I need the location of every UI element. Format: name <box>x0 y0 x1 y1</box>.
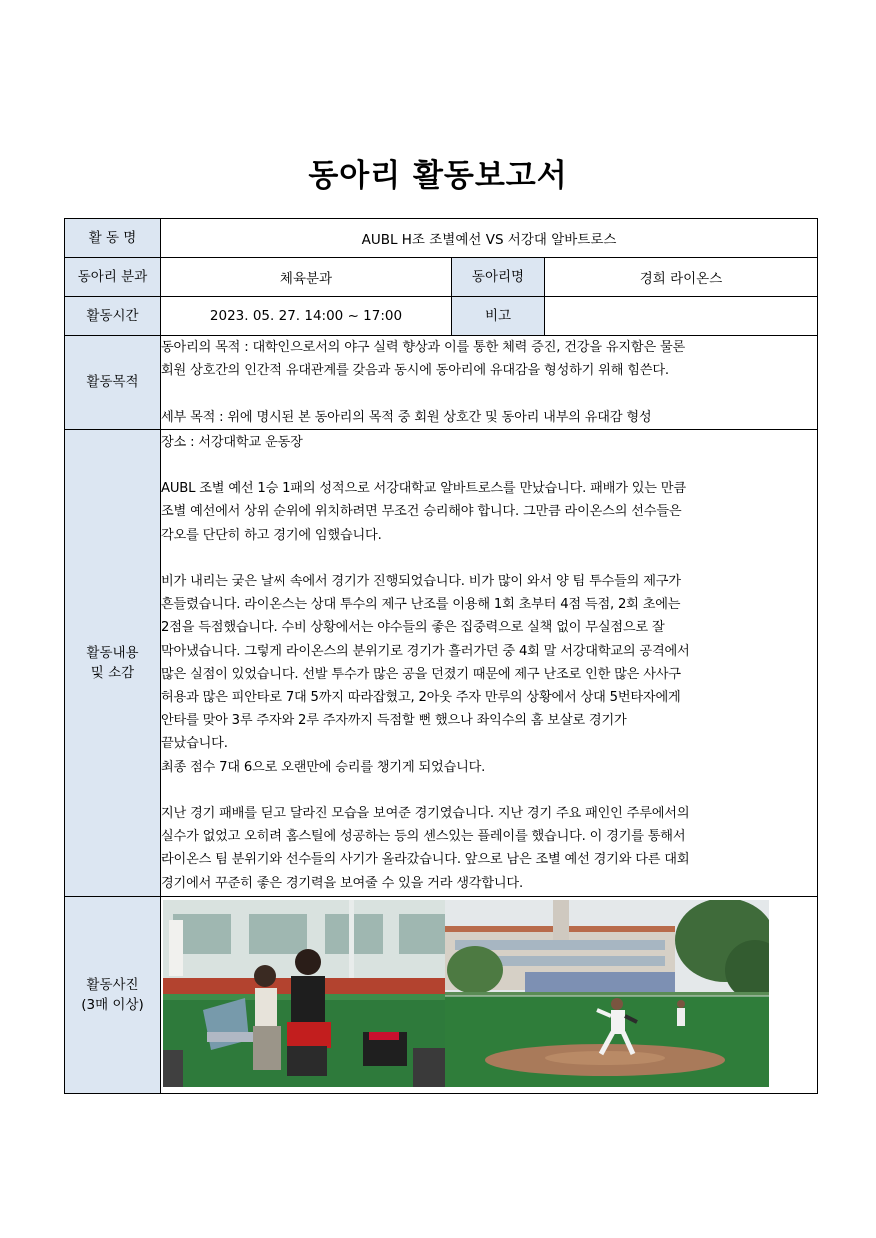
activity-name-label: 활 동 명 <box>65 219 161 258</box>
club-name-value: 경희 라이온스 <box>545 258 818 297</box>
content-line: AUBL 조별 예선 1승 1패의 성적으로 서강대학교 알바트로스를 만났습니다. 패배가 있는 만큼 <box>161 481 686 497</box>
row-purpose <box>65 336 818 430</box>
content-line: 실수가 없었고 오히려 홈스틸에 성공하는 등의 센스있는 플레이를 했습니다. 이 경기를 통해서 <box>161 829 686 845</box>
content-line: 지난 경기 패배를 딛고 달라진 모습을 보여준 경기였습니다. 지난 경기 주요 패인인 주루에서의 <box>161 805 690 821</box>
photo-pitcher <box>445 900 769 1087</box>
content-line: 막아냈습니다. 그렇게 라이온스의 분위기로 경기가 흘러가던 중 4회 말 서강대학교의 공격에서 <box>161 643 690 659</box>
content-text <box>161 429 818 896</box>
row-activity-time <box>65 297 818 336</box>
report-title: 동아리 활동보고서 <box>308 158 568 194</box>
photos-label-line: (3매 이상) <box>81 996 144 1013</box>
content-line: 안타를 맞아 3루 주자와 2루 주자까지 득점할 뻔 했으나 좌익수의 홈 보살로 경기가 <box>161 713 627 729</box>
location-text: 장소 : 서강대학교 운동장 <box>161 434 303 450</box>
content-line: 라이온스 팀 분위기와 선수들의 사기가 올라갔습니다. 앞으로 남은 조별 예선 경기와 다른 대회 <box>161 852 690 868</box>
content-line: 각오를 단단히 하고 경기에 임했습니다. <box>161 527 382 543</box>
activity-name-value: AUBL H조 조별예선 VS 서강대 알바트로스 <box>161 219 818 258</box>
activity-time-value: 2023. 05. 27. 14:00 ~ 17:00 <box>161 297 452 336</box>
content-line: 허용과 많은 피안타로 7대 5까지 따라잡혔고, 2아웃 주자 만루의 상황에서 상대 5번타자에게 <box>161 689 681 705</box>
content-label <box>65 429 161 896</box>
content-line: 경기에서 꾸준히 좋은 경기력을 보여줄 수 있을 거라 생각합니다. <box>161 875 523 891</box>
photos-label <box>65 896 161 1093</box>
content-line: 2점을 득점했습니다. 수비 상황에서는 야수들의 좋은 집중력으로 실책 없이 무실점으로 잘 <box>161 620 665 636</box>
club-division-value: 체육분과 <box>161 258 452 297</box>
purpose-text <box>161 336 818 430</box>
activity-time-label: 활동시간 <box>65 297 161 336</box>
remarks-label: 비고 <box>452 297 545 336</box>
photos-cell <box>161 896 818 1093</box>
photo-sideline <box>163 900 445 1087</box>
content-line: 끝났습니다. <box>161 736 228 752</box>
purpose-line: 회원 상호간의 인간적 유대관계를 갖음과 동시에 동아리에 유대감을 형성하기 위해 힘쓴다. <box>161 363 669 379</box>
row-content <box>65 429 818 896</box>
row-photos <box>65 896 818 1093</box>
remarks-value <box>545 297 818 336</box>
content-line: 흔들렸습니다. 라이온스는 상대 투수의 제구 난조를 이용해 1회 초부터 4점 득점, 2회 초에는 <box>161 597 681 613</box>
content-line: 조별 예선에서 상위 순위에 위치하려면 무조건 승리해야 합니다. 그만큼 라이온스의 선수들은 <box>161 504 682 520</box>
content-line: 비가 내리는 궂은 날씨 속에서 경기가 진행되었습니다. 비가 많이 와서 양 팀 투수들의 제구가 <box>161 573 681 589</box>
purpose-line: 동아리의 목적 : 대학인으로서의 야구 실력 향상과 이를 통한 체력 증진, 건강을 유지함은 물론 <box>161 340 686 355</box>
content-line: 최종 점수 7대 6으로 오랜만에 승리를 챙기게 되었습니다. <box>161 759 486 775</box>
purpose-detail: 세부 목적 : 위에 명시된 본 동아리의 목적 중 회원 상호간 및 동아리 내부의 유대감 형성 <box>161 409 652 425</box>
photos-label-line: 활동사진 <box>86 976 139 993</box>
report-table <box>64 218 818 1094</box>
club-division-label: 동아리 분과 <box>65 258 161 297</box>
content-line: 많은 실점이 있었습니다. 선발 투수가 많은 공을 던졌기 때문에 제구 난조로 인한 많은 사사구 <box>161 666 681 682</box>
content-label-line: 활동내용 <box>86 644 139 661</box>
content-label-line: 및 소감 <box>90 664 135 681</box>
row-activity-name <box>65 219 818 258</box>
row-club-info <box>65 258 818 297</box>
purpose-label: 활동목적 <box>65 336 161 430</box>
club-name-label: 동아리명 <box>452 258 545 297</box>
